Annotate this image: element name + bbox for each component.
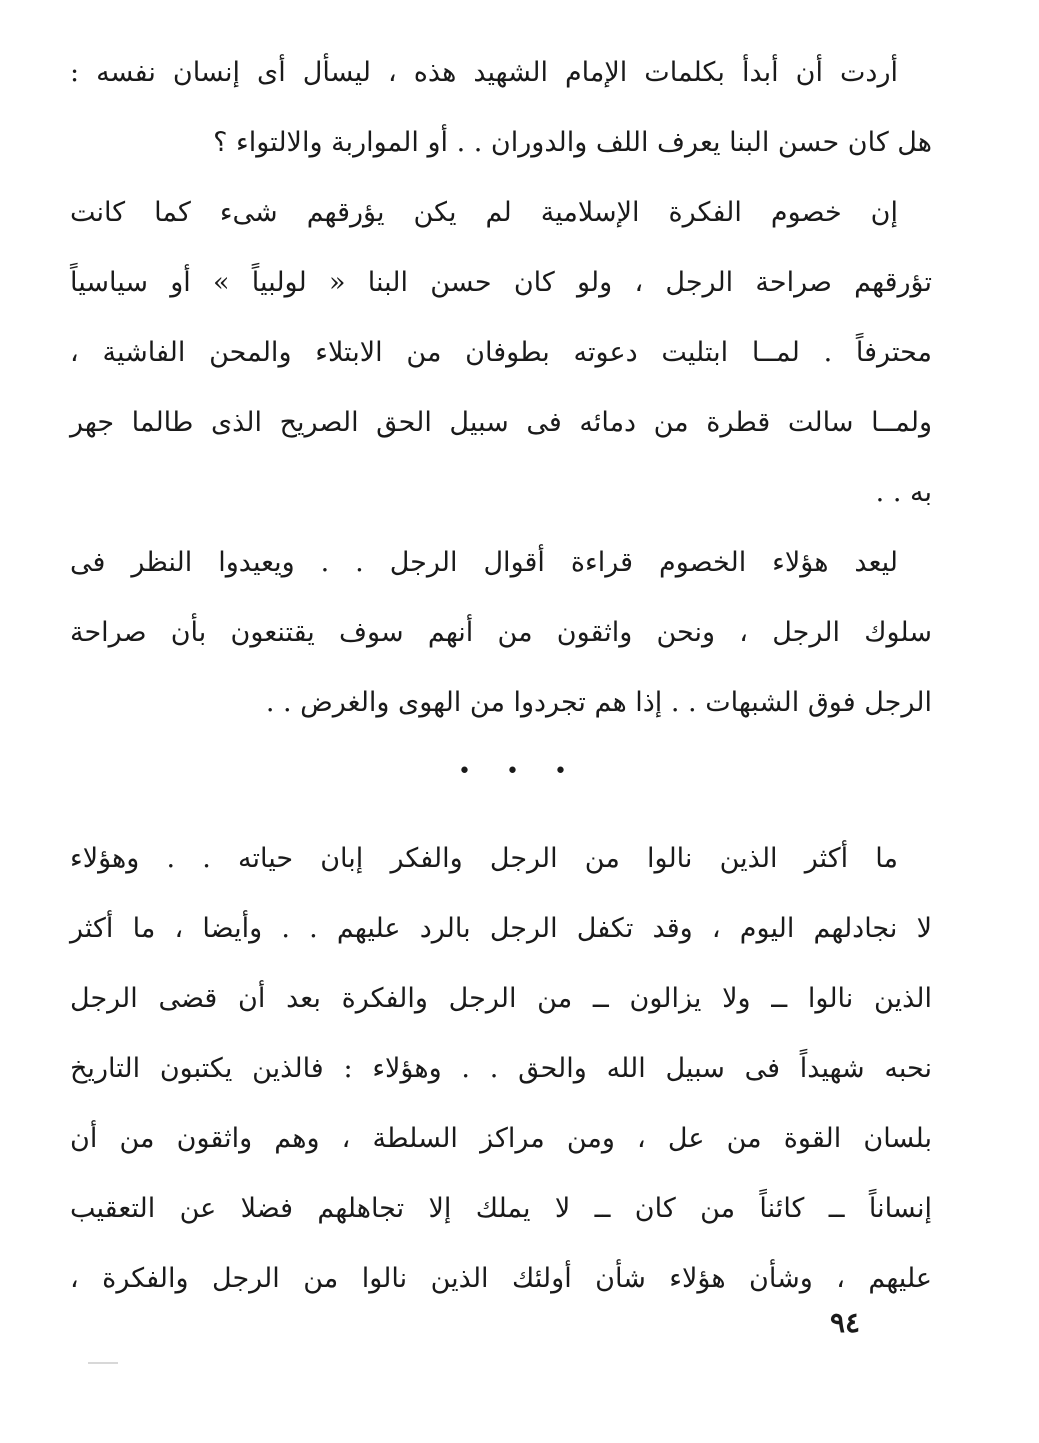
text-line: ما أكثر الذين نالوا من الرجل والفكر إبان حياته . . وهؤلاء — [70, 843, 898, 874]
text-line: ولمــا سالت قطرة من دمائه فى سبيل الحق الصريح الذى طالما جهر — [70, 407, 932, 438]
text-line: به . . — [875, 477, 932, 508]
text-line: إنساناً ــ كائناً من كان ــ لا يملك إلا تجاهلهم فضلا عن التعقيب — [70, 1193, 932, 1224]
page-number: ٩٤ — [829, 1306, 861, 1339]
text-line: الذين نالوا ــ ولا يزالون ــ من الرجل والفكرة بعد أن قضى الرجل — [70, 983, 932, 1014]
scan-speck — [88, 1362, 118, 1364]
text-line: إن خصوم الفكرة الإسلامية لم يكن يؤرقهم شىء كما كانت — [70, 197, 898, 228]
paragraph-2 — [70, 176, 932, 526]
text-line: ليعد هؤلاء الخصوم قراءة أقوال الرجل . . ويعيدوا النظر فى — [70, 547, 898, 578]
section-separator: • • • — [458, 759, 581, 784]
paragraph-4 — [70, 822, 932, 1312]
text-line: هل كان حسن البنا يعرف اللف والدوران . . أو المواربة والالتواء ؟ — [213, 127, 932, 158]
text-line: محترفاً . لمــا ابتليت دعوته بطوفان من الابتلاء والمحن الفاشية ، — [70, 337, 932, 368]
text-line: عليهم ، وشأن هؤلاء شأن أولئك الذين نالوا من الرجل والفكرة ، — [70, 1263, 932, 1294]
paragraph-3 — [70, 526, 932, 736]
text-line: بلسان القوة من عل ، ومن مراكز السلطة ، وهم واثقون من أن — [70, 1123, 932, 1154]
text-line: أردت أن أبدأ بكلمات الإمام الشهيد هذه ، ليسأل أى إنسان نفسه : — [70, 57, 898, 88]
text-line: نحبه شهيداً فى سبيل الله والحق . . وهؤلاء : فالذين يكتبون التاريخ — [70, 1053, 932, 1084]
text-line: تؤرقهم صراحة الرجل ، ولو كان حسن البنا « لولبياً » أو سياسياً — [70, 267, 932, 298]
text-line: الرجل فوق الشبهات . . إذا هم تجردوا من الهوى والغرض . . — [265, 687, 932, 718]
text-line: سلوك الرجل ، ونحن واثقون من أنهم سوف يقتنعون بأن صراحة — [70, 617, 932, 648]
paragraph-1 — [70, 36, 932, 176]
text-line: لا نجادلهم اليوم ، وقد تكفل الرجل بالرد عليهم . . وأيضا ، ما أكثر — [70, 913, 932, 944]
